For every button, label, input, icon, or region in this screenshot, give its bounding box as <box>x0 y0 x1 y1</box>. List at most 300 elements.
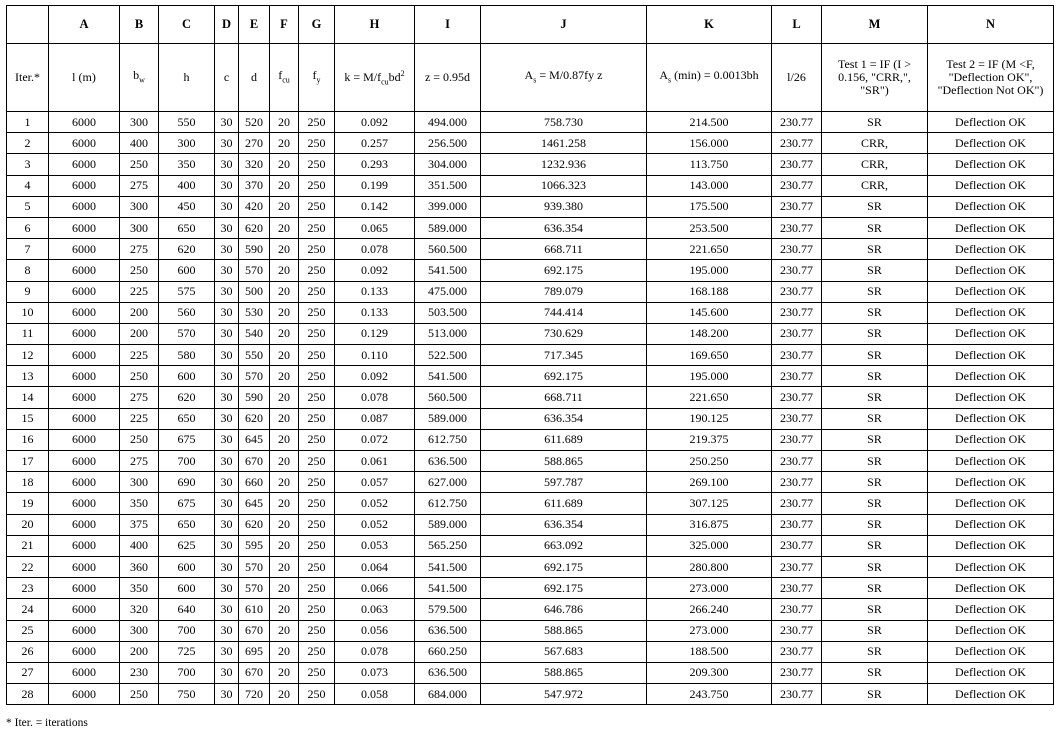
table-cell: SR <box>822 217 928 238</box>
column-letter-g: G <box>299 6 335 44</box>
table-cell: 250.250 <box>647 451 772 472</box>
table-cell: 20 <box>270 599 299 620</box>
table-cell: 700 <box>159 451 215 472</box>
table-row <box>7 556 1054 577</box>
table-cell: CRR, <box>822 175 928 196</box>
column-header-rest: bd <box>388 69 401 84</box>
table-cell: 200 <box>120 323 159 344</box>
table-cell: 17 <box>7 451 49 472</box>
column-header-1 <box>49 44 120 112</box>
table-cell: 20 <box>270 112 299 133</box>
table-cell: 375 <box>120 514 159 535</box>
table-cell: 230.77 <box>772 345 822 366</box>
table-cell: 350 <box>120 578 159 599</box>
table-cell: 636.500 <box>415 620 481 641</box>
table-cell: 6000 <box>49 281 120 302</box>
table-cell: 304.000 <box>415 154 481 175</box>
table-cell: 597.787 <box>481 472 647 493</box>
table-cell: SR <box>822 429 928 450</box>
table-cell: 580 <box>159 345 215 366</box>
table-cell: 789.079 <box>481 281 647 302</box>
table-cell: Deflection OK <box>928 408 1054 429</box>
table-cell: 300 <box>120 217 159 238</box>
table-cell: 20 <box>270 620 299 641</box>
table-cell: 156.000 <box>647 133 772 154</box>
table-cell: SR <box>822 196 928 217</box>
table-cell: 273.000 <box>647 578 772 599</box>
table-cell: 692.175 <box>481 260 647 281</box>
table-cell: 250 <box>120 684 159 705</box>
table-cell: 6000 <box>49 408 120 429</box>
table-row <box>7 408 1054 429</box>
table-cell: 230.77 <box>772 472 822 493</box>
table-cell: 675 <box>159 429 215 450</box>
table-row <box>7 239 1054 260</box>
table-cell: 400 <box>120 535 159 556</box>
table-cell: 230.77 <box>772 451 822 472</box>
column-header-subscript: cu <box>381 77 389 87</box>
table-cell: 20 <box>270 429 299 450</box>
table-cell: 20 <box>270 387 299 408</box>
table-cell: 22 <box>7 556 49 577</box>
table-cell: Deflection OK <box>928 302 1054 323</box>
table-cell: 275 <box>120 175 159 196</box>
table-cell: 188.500 <box>647 641 772 662</box>
column-header-12 <box>772 44 822 112</box>
iterations-table <box>6 5 1054 705</box>
table-cell: 250 <box>299 302 335 323</box>
table-cell: 225 <box>120 408 159 429</box>
table-cell: 547.972 <box>481 684 647 705</box>
table-cell: 30 <box>215 133 239 154</box>
column-header-subscript: y <box>316 75 321 85</box>
table-cell: Deflection OK <box>928 217 1054 238</box>
table-cell: 250 <box>299 599 335 620</box>
column-header-text: d <box>251 70 257 84</box>
table-cell: SR <box>822 112 928 133</box>
table-cell: 30 <box>215 175 239 196</box>
table-cell: 0.052 <box>335 514 415 535</box>
column-letter-n: N <box>928 6 1054 44</box>
table-cell: 650 <box>159 217 215 238</box>
table-cell: SR <box>822 535 928 556</box>
table-cell: SR <box>822 578 928 599</box>
table-cell: 11 <box>7 323 49 344</box>
table-row <box>7 472 1054 493</box>
table-cell: Deflection OK <box>928 133 1054 154</box>
column-header-text: k = M/f <box>344 69 382 84</box>
table-cell: 560 <box>159 302 215 323</box>
table-cell: 253.500 <box>647 217 772 238</box>
table-cell: 636.500 <box>415 662 481 683</box>
table-cell: 113.750 <box>647 154 772 175</box>
column-letter-k: K <box>647 6 772 44</box>
table-cell: 0.257 <box>335 133 415 154</box>
table-cell: 214.500 <box>647 112 772 133</box>
column-header-6 <box>270 44 299 112</box>
column-header-text: Test 1 = IF (I > 0.156, "CRR,", "SR") <box>837 57 912 97</box>
table-cell: 6000 <box>49 366 120 387</box>
table-cell: 230.77 <box>772 154 822 175</box>
table-cell: 266.240 <box>647 599 772 620</box>
table-cell: Deflection OK <box>928 281 1054 302</box>
table-cell: 30 <box>215 345 239 366</box>
table-cell: 230.77 <box>772 429 822 450</box>
table-cell: 0.092 <box>335 112 415 133</box>
table-cell: SR <box>822 493 928 514</box>
column-header-5 <box>239 44 270 112</box>
table-cell: 307.125 <box>647 493 772 514</box>
table-cell: 450 <box>159 196 215 217</box>
table-cell: Deflection OK <box>928 599 1054 620</box>
table-cell: 6000 <box>49 451 120 472</box>
table-cell: 230.77 <box>772 578 822 599</box>
table-cell: 0.056 <box>335 620 415 641</box>
table-cell: Deflection OK <box>928 556 1054 577</box>
table-cell: 30 <box>215 408 239 429</box>
table-row <box>7 451 1054 472</box>
column-header-rest: (min) = 0.0013bh <box>671 67 759 82</box>
table-cell: 541.500 <box>415 556 481 577</box>
table-cell: 646.786 <box>481 599 647 620</box>
table-cell: 20 <box>270 366 299 387</box>
table-cell: 758.730 <box>481 112 647 133</box>
table-cell: 668.711 <box>481 239 647 260</box>
table-cell: 650 <box>159 514 215 535</box>
table-cell: 0.078 <box>335 387 415 408</box>
table-row <box>7 112 1054 133</box>
table-cell: 690 <box>159 472 215 493</box>
table-cell: 0.058 <box>335 684 415 705</box>
table-cell: 0.092 <box>335 260 415 281</box>
table-cell: 14 <box>7 387 49 408</box>
table-cell: 20 <box>270 345 299 366</box>
table-cell: 541.500 <box>415 366 481 387</box>
table-cell: 230.77 <box>772 493 822 514</box>
table-cell: 30 <box>215 684 239 705</box>
table-cell: 168.188 <box>647 281 772 302</box>
table-cell: CRR, <box>822 154 928 175</box>
column-letter-d: D <box>215 6 239 44</box>
column-letter-row <box>7 6 1054 44</box>
table-cell: 560.500 <box>415 239 481 260</box>
table-cell: 30 <box>215 281 239 302</box>
table-cell: 0.053 <box>335 535 415 556</box>
table-cell: Deflection OK <box>928 345 1054 366</box>
table-cell: 589.000 <box>415 408 481 429</box>
table-cell: SR <box>822 302 928 323</box>
table-cell: 503.500 <box>415 302 481 323</box>
column-header-text: b <box>133 67 140 82</box>
table-cell: 0.065 <box>335 217 415 238</box>
column-header-text: l (m) <box>72 70 96 84</box>
table-cell: 269.100 <box>647 472 772 493</box>
column-header-7 <box>299 44 335 112</box>
table-cell: 30 <box>215 239 239 260</box>
table-cell: 16 <box>7 429 49 450</box>
table-cell: 684.000 <box>415 684 481 705</box>
table-cell: 600 <box>159 366 215 387</box>
table-cell: 30 <box>215 260 239 281</box>
table-row <box>7 493 1054 514</box>
table-cell: 230.77 <box>772 175 822 196</box>
table-cell: 400 <box>159 175 215 196</box>
table-cell: SR <box>822 345 928 366</box>
table-cell: 600 <box>159 578 215 599</box>
table-cell: 612.750 <box>415 429 481 450</box>
table-cell: 2 <box>7 133 49 154</box>
table-cell: 230.77 <box>772 620 822 641</box>
table-cell: 273.000 <box>647 620 772 641</box>
table-cell: 0.129 <box>335 323 415 344</box>
column-header-subscript: s <box>668 75 672 85</box>
table-row <box>7 535 1054 556</box>
table-row <box>7 323 1054 344</box>
table-cell: 200 <box>120 302 159 323</box>
table-cell: 660.250 <box>415 641 481 662</box>
column-header-4 <box>215 44 239 112</box>
table-cell: 620 <box>159 239 215 260</box>
table-cell: 30 <box>215 196 239 217</box>
table-cell: 20 <box>270 535 299 556</box>
table-cell: 625 <box>159 535 215 556</box>
column-header-subscript: w <box>139 75 145 85</box>
table-cell: 209.300 <box>647 662 772 683</box>
table-row <box>7 578 1054 599</box>
table-cell: 0.078 <box>335 239 415 260</box>
table-cell: Deflection OK <box>928 493 1054 514</box>
table-row <box>7 302 1054 323</box>
table-cell: 600 <box>159 556 215 577</box>
table-cell: 280.800 <box>647 556 772 577</box>
table-cell: 620 <box>159 387 215 408</box>
table-row <box>7 196 1054 217</box>
table-cell: 590 <box>239 387 270 408</box>
column-header-2 <box>120 44 159 112</box>
table-cell: 250 <box>299 408 335 429</box>
table-cell: 195.000 <box>647 366 772 387</box>
table-cell: 250 <box>299 366 335 387</box>
table-cell: 6000 <box>49 112 120 133</box>
table-row <box>7 260 1054 281</box>
table-cell: 579.500 <box>415 599 481 620</box>
table-cell: 9 <box>7 281 49 302</box>
table-cell: 350 <box>120 493 159 514</box>
table-row <box>7 641 1054 662</box>
table-cell: 230.77 <box>772 684 822 705</box>
table-cell: 27 <box>7 662 49 683</box>
table-cell: Deflection OK <box>928 175 1054 196</box>
table-cell: Deflection OK <box>928 239 1054 260</box>
column-header-10 <box>481 44 647 112</box>
table-cell: 20 <box>270 196 299 217</box>
table-cell: 250 <box>299 620 335 641</box>
table-cell: 640 <box>159 599 215 620</box>
table-cell: 570 <box>159 323 215 344</box>
table-cell: 230.77 <box>772 387 822 408</box>
table-cell: 636.354 <box>481 217 647 238</box>
table-cell: 0.072 <box>335 429 415 450</box>
table-cell: 230.77 <box>772 408 822 429</box>
table-row <box>7 599 1054 620</box>
table-cell: 30 <box>215 599 239 620</box>
table-cell: 230.77 <box>772 599 822 620</box>
table-cell: 645 <box>239 429 270 450</box>
column-header-text: h <box>183 70 190 84</box>
table-cell: 20 <box>270 472 299 493</box>
table-cell: 0.064 <box>335 556 415 577</box>
table-row <box>7 154 1054 175</box>
table-cell: SR <box>822 239 928 260</box>
column-header-3 <box>159 44 215 112</box>
table-cell: 30 <box>215 578 239 599</box>
table-cell: 620 <box>239 408 270 429</box>
table-cell: 500 <box>239 281 270 302</box>
table-cell: 360 <box>120 556 159 577</box>
table-cell: 20 <box>270 154 299 175</box>
table-cell: 250 <box>120 429 159 450</box>
column-header-11 <box>647 44 772 112</box>
table-cell: 0.142 <box>335 196 415 217</box>
table-cell: 230.77 <box>772 302 822 323</box>
table-cell: 6000 <box>49 302 120 323</box>
table-cell: 230.77 <box>772 133 822 154</box>
table-cell: 645 <box>239 493 270 514</box>
table-cell: 0.133 <box>335 281 415 302</box>
table-cell: Deflection OK <box>928 366 1054 387</box>
table-cell: 30 <box>215 451 239 472</box>
table-row <box>7 684 1054 705</box>
table-cell: 660 <box>239 472 270 493</box>
table-row <box>7 514 1054 535</box>
table-cell: Deflection OK <box>928 684 1054 705</box>
table-cell: 350 <box>159 154 215 175</box>
table-cell: 6000 <box>49 578 120 599</box>
column-header-text: f <box>278 67 283 82</box>
table-cell: 250 <box>120 260 159 281</box>
table-cell: 588.865 <box>481 662 647 683</box>
table-row <box>7 429 1054 450</box>
table-cell: 230.77 <box>772 196 822 217</box>
table-cell: 6000 <box>49 239 120 260</box>
table-cell: 221.650 <box>647 387 772 408</box>
table-cell: 230.77 <box>772 112 822 133</box>
table-cell: 6000 <box>49 662 120 683</box>
column-header-0 <box>7 44 49 112</box>
table-cell: 610 <box>239 599 270 620</box>
table-cell: 250 <box>299 281 335 302</box>
table-cell: 650 <box>159 408 215 429</box>
table-cell: 6000 <box>49 345 120 366</box>
table-cell: 230.77 <box>772 514 822 535</box>
table-cell: 230.77 <box>772 662 822 683</box>
table-cell: 0.087 <box>335 408 415 429</box>
table-cell: SR <box>822 323 928 344</box>
table-cell: Deflection OK <box>928 112 1054 133</box>
table-cell: 250 <box>299 133 335 154</box>
table-cell: 1232.936 <box>481 154 647 175</box>
table-cell: 0.057 <box>335 472 415 493</box>
table-cell: 20 <box>270 641 299 662</box>
table-cell: 20 <box>7 514 49 535</box>
table-cell: Deflection OK <box>928 387 1054 408</box>
column-letter-l: L <box>772 6 822 44</box>
column-header-9 <box>415 44 481 112</box>
table-cell: 30 <box>215 366 239 387</box>
table-cell: 300 <box>120 472 159 493</box>
table-cell: 595 <box>239 535 270 556</box>
table-cell: Deflection OK <box>928 196 1054 217</box>
table-body <box>7 112 1054 705</box>
table-cell: 30 <box>215 429 239 450</box>
table-cell: 6000 <box>49 260 120 281</box>
table-cell: 939.380 <box>481 196 647 217</box>
table-cell: 692.175 <box>481 578 647 599</box>
table-cell: 145.600 <box>647 302 772 323</box>
column-header-8 <box>335 44 415 112</box>
table-cell: 6000 <box>49 493 120 514</box>
table-cell: 225 <box>120 345 159 366</box>
table-cell: 0.133 <box>335 302 415 323</box>
table-cell: 6000 <box>49 514 120 535</box>
table-cell: 6000 <box>49 535 120 556</box>
column-letter-h: H <box>335 6 415 44</box>
table-cell: Deflection OK <box>928 429 1054 450</box>
table-cell: 21 <box>7 535 49 556</box>
table-row <box>7 620 1054 641</box>
table-cell: 30 <box>215 620 239 641</box>
column-letter-j: J <box>481 6 647 44</box>
table-cell: 7 <box>7 239 49 260</box>
table-cell: 275 <box>120 451 159 472</box>
column-letter-i: I <box>415 6 481 44</box>
table-cell: 169.650 <box>647 345 772 366</box>
table-cell: 275 <box>120 239 159 260</box>
table-cell: 250 <box>299 260 335 281</box>
column-letter-e: E <box>239 6 270 44</box>
table-cell: 10 <box>7 302 49 323</box>
table-cell: 717.345 <box>481 345 647 366</box>
table-cell: 19 <box>7 493 49 514</box>
table-cell: 250 <box>299 641 335 662</box>
table-cell: SR <box>822 387 928 408</box>
table-cell: 522.500 <box>415 345 481 366</box>
table-cell: 320 <box>120 599 159 620</box>
column-header-text: A <box>524 67 534 82</box>
table-cell: 20 <box>270 175 299 196</box>
table-cell: 230.77 <box>772 217 822 238</box>
table-row <box>7 345 1054 366</box>
table-cell: Deflection OK <box>928 662 1054 683</box>
column-letter-a: A <box>49 6 120 44</box>
table-cell: 26 <box>7 641 49 662</box>
table-cell: 520 <box>239 112 270 133</box>
table-cell: 250 <box>299 387 335 408</box>
table-cell: 250 <box>299 112 335 133</box>
table-cell: 692.175 <box>481 366 647 387</box>
column-letter-blank <box>7 6 49 44</box>
table-cell: 230.77 <box>772 281 822 302</box>
table-cell: 20 <box>270 493 299 514</box>
table-cell: 6000 <box>49 556 120 577</box>
table-cell: 3 <box>7 154 49 175</box>
column-header-text: Test 2 = IF (M <F, "Deflection OK", "Deflection Not OK") <box>937 57 1044 97</box>
table-cell: SR <box>822 408 928 429</box>
table-cell: 530 <box>239 302 270 323</box>
table-cell: 300 <box>120 112 159 133</box>
table-cell: 560.500 <box>415 387 481 408</box>
table-cell: 570 <box>239 260 270 281</box>
